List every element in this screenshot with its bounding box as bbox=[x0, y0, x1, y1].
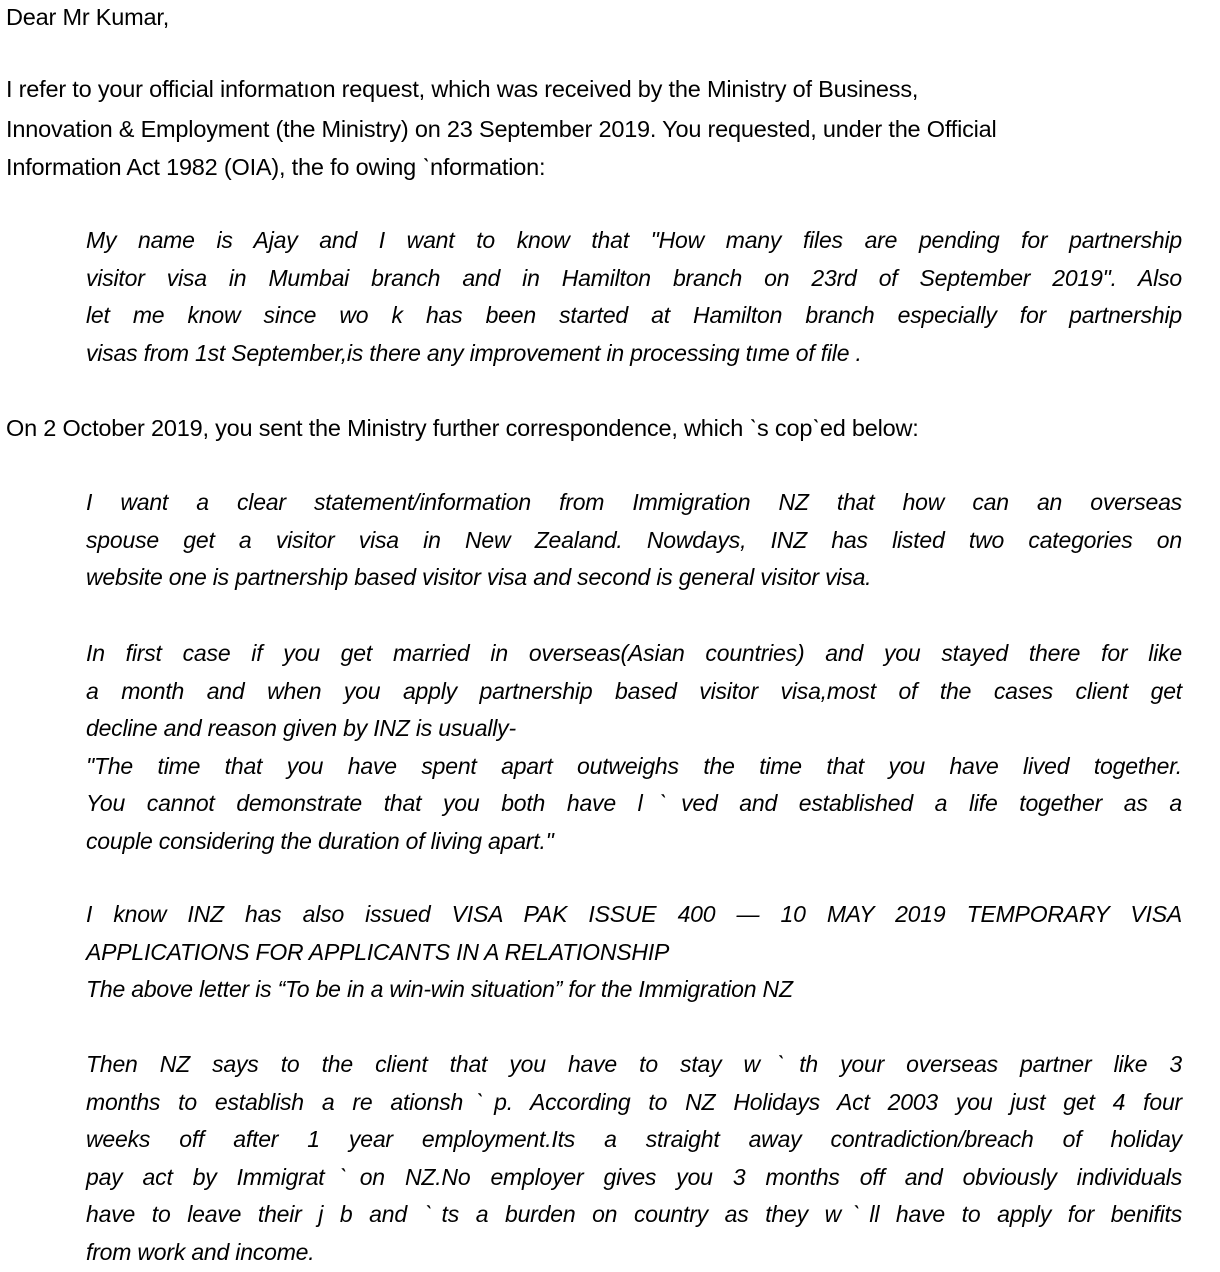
intro-line: Information Act 1982 (OIA), the fo owing ˋnformation: bbox=[6, 154, 546, 180]
quote-line: months to establish a re ationshˋp. According to NZ Holidays Act 2003 you just get 4 four bbox=[86, 1088, 1182, 1115]
quote-line: website one is partnership based visitor visa and second is general visitor visa. bbox=[86, 564, 872, 591]
quote-line: let me know since wo k has been started at Hamilton branch especially for partnership bbox=[86, 302, 1182, 329]
quote-line: a month and when you apply partnership based visitor visa,most of the cases client get bbox=[86, 677, 1182, 704]
intro-line: I refer to your official informatıon request, which was received by the Ministry of Business, bbox=[6, 76, 919, 102]
quote-line: I know INZ has also issued VISA PAK ISSUE 400 — 10 MAY 2019 TEMPORARY VISA bbox=[86, 901, 1182, 927]
quote-line: have to leave their j b and ˋts a burden on country as they wˋll have to apply for benifits bbox=[86, 1201, 1182, 1228]
correspondence-para-2 bbox=[86, 635, 1182, 861]
quote-line: couple considering the duration of living apart." bbox=[86, 827, 554, 854]
salutation: Dear Mr Kumar, bbox=[6, 4, 170, 30]
correspondence-para-1 bbox=[86, 484, 1182, 597]
followup-intro: On 2 October 2019, you sent the Ministry further correspondence, which ˋs copˋed below: bbox=[6, 415, 919, 441]
quote-line: from work and income. bbox=[86, 1238, 315, 1265]
quote-line: Then NZ says to the client that you have to stay wˋth your overseas partner like 3 bbox=[86, 1051, 1182, 1077]
quote-line: decline and reason given by INZ is usually- bbox=[86, 715, 516, 742]
quote-line: You cannot demonstrate that you both have lˋved and established a life together as a bbox=[86, 790, 1182, 817]
quote-line: My name is Ajay and I want to know that "How many files are pending for partnership bbox=[86, 227, 1182, 253]
quote-line: pay act by Immigratˋon NZ.No employer gives you 3 months off and obviously individuals bbox=[86, 1163, 1182, 1190]
quote-line: spouse get a visitor visa in New Zealand. Nowdays, INZ has listed two categories on bbox=[86, 526, 1182, 553]
quote-line: APPLICATIONS FOR APPLICANTS IN A RELATIONSHIP bbox=[86, 938, 670, 965]
quote-line: In first case if you get married in overseas(Asian countries) and you stayed there for like bbox=[86, 640, 1182, 666]
correspondence-para-3 bbox=[86, 896, 1182, 1009]
quote-line: "The time that you have spent apart outweighs the time that you have lived together. bbox=[86, 752, 1182, 779]
request-quote bbox=[86, 222, 1182, 372]
correspondence-para-4 bbox=[86, 1046, 1182, 1272]
quote-line: weeks off after 1 year employment.Its a straight away contradiction/breach of holiday bbox=[86, 1126, 1182, 1153]
quote-line: visitor visa in Mumbai branch and in Hamilton branch on 23rd of September 2019". Also bbox=[86, 264, 1182, 291]
quote-line: The above letter is “To be in a win-win situation” for the Immigration NZ bbox=[86, 976, 793, 1003]
quote-line: visas from 1st September,is there any improvement in processing tıme of file . bbox=[86, 339, 862, 366]
quote-line: I want a clear statement/information from Immigration NZ that how can an overseas bbox=[86, 489, 1182, 515]
intro-line: Innovation & Employment (the Ministry) on 23 September 2019. You requested, under the Official bbox=[6, 116, 997, 142]
